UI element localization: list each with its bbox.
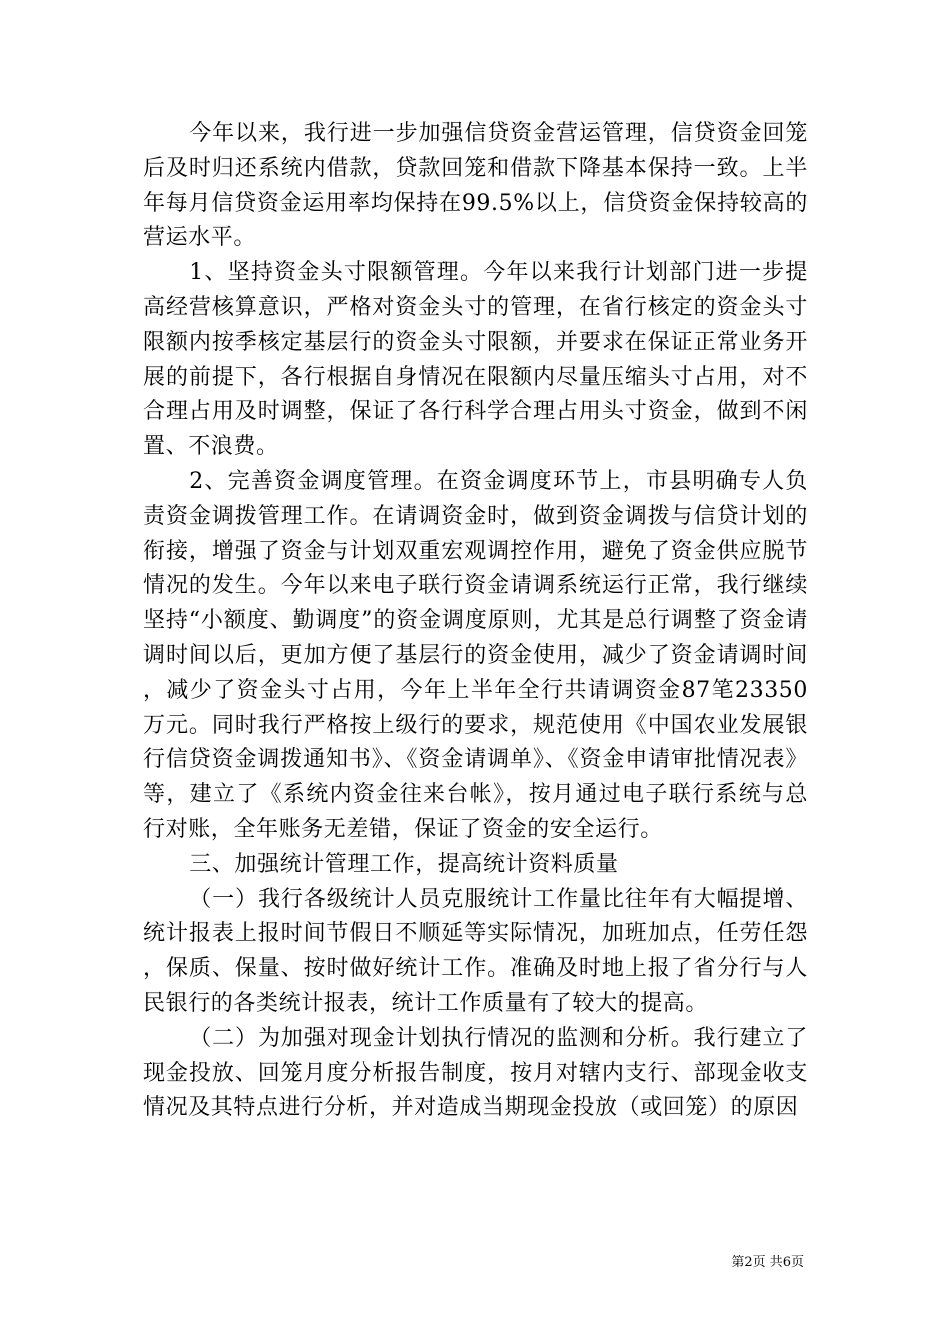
page-number-footer: 第2页 共6页 [731, 1255, 804, 1270]
paragraph-cash-plan-monitoring: （二）为加强对现金计划执行情况的监测和分析。我行建立了现金投放、回笼月度分析报告制度，按月对辖内支行、部现金收支情况及其特点进行分析，并对造成当期现金投放（或回笼）的原因 [143, 1025, 808, 1121]
document-body [143, 117, 808, 1126]
paragraph-statistics-staff: （一）我行各级统计人员克服统计工作量比往年有大幅提增、统计报表上报时间节假日不顺延等实际情况，加班加点，任劳任怨，保质、保量、按时做好统计工作。准确及时地上报了省分行与人民银行的各类统计报表，统计工作质量有了较大的提高。 [143, 886, 808, 1016]
paragraph-cash-position-limit: 1、坚持资金头寸限额管理。今年以来我行计划部门进一步提高经营核算意识，严格对资金头寸的管理，在省行核定的资金头寸限额内按季核定基层行的资金头寸限额，并要求在保证正常业务开展的前提下，各行根据自身情况在限额内尽量压缩头寸占用，对不合理占用及时调整，保证了各行科学合理占用头寸资金，做到不闲置、不浪费。 [143, 260, 808, 460]
section-heading-statistics: 三、加强统计管理工作，提高统计资料质量 [189, 851, 619, 877]
paragraph-funds-dispatch: 2、完善资金调度管理。在资金调度环节上，市县明确专人负责资金调拨管理工作。在请调资金时，做到资金调拨与信贷计划的衔接，增强了资金与计划双重宏观调控作用，避免了资金供应脱节情况的发生。今年以来电子联行资金请调系统运行正常，我行继续坚持“小额度、勤调度”的资金调度原则，尤其是总行调整了资金请调时间以后，更加方便了基层行的资金使用，减少了资金请调时间，减少了资金头寸占用，今年上半年全行共请调资金87笔23350万元。同时我行严格按上级行的要求，规范使用《中国农业发展银行信贷资金调拨通知书》、《资金请调单》、《资金申请审批情况表》等，建立了《系统内资金往来台帐》，按月通过电子联行系统与总行对账，全年账务无差错，保证了资金的安全运行。 [143, 468, 808, 842]
paragraph-funds-operation-intro: 今年以来，我行进一步加强信贷资金营运管理，信贷资金回笼后及时归还系统内借款，贷款回笼和借款下降基本保持一致。上半年每月信贷资金运用率均保持在99.5%以上，信贷资金保持较高的营运水平。 [143, 121, 808, 251]
